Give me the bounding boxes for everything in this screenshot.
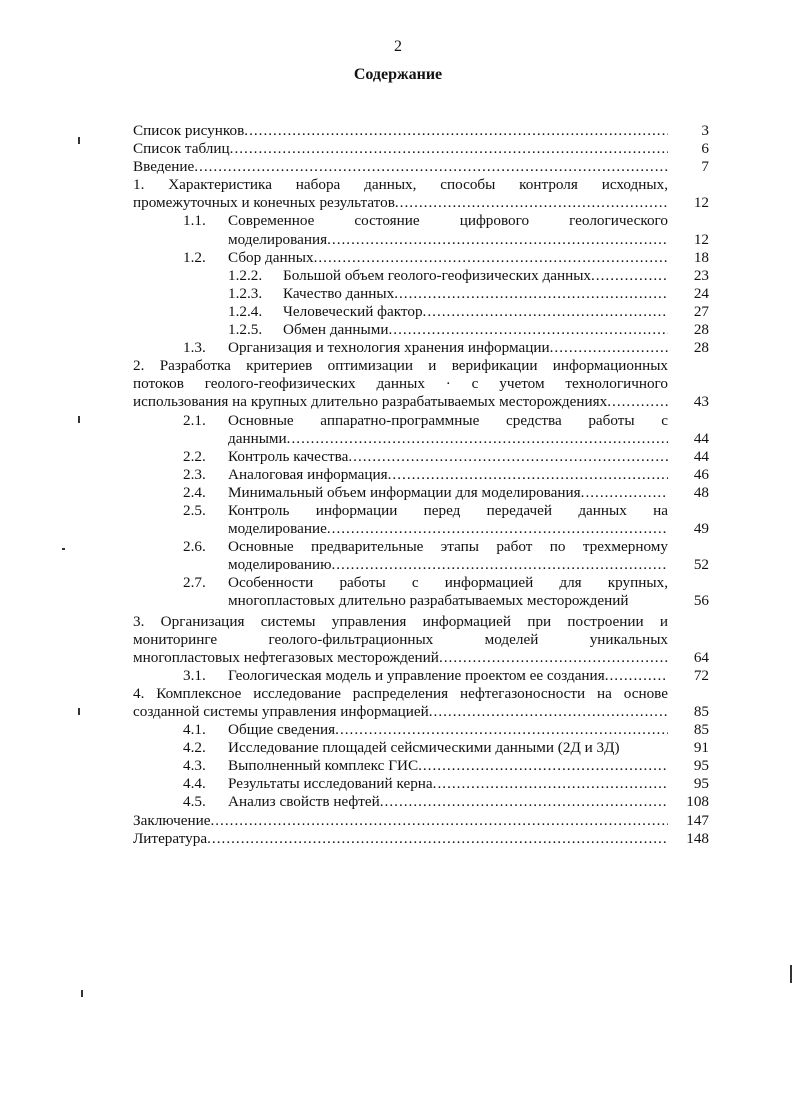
toc-entry (133, 122, 711, 140)
toc-entry-title-line: Минимальный объем информации для моделирования (228, 483, 581, 501)
dot-leader (581, 484, 668, 502)
toc-entry-title-line: моделированию (228, 556, 332, 574)
toc-entry-number: 3.1. (183, 666, 206, 684)
toc-entry-title-line: 1. Характеристика набора данных, способы контроля исходных, (133, 176, 668, 194)
toc-entry-title-line: созданной системы управления информацией (133, 703, 429, 720)
toc-entry (133, 775, 711, 793)
toc-entry (133, 158, 711, 176)
toc-entry (133, 484, 711, 502)
toc-entry-page: 91 (693, 739, 709, 757)
toc-entry-page: 64 (693, 648, 709, 666)
toc-entry-title-line: моделирования (228, 230, 328, 248)
toc-entry-page: 72 (693, 666, 709, 684)
toc-entry-title-line: Аналоговая информация (228, 465, 388, 483)
toc-entry-title-line: Список таблиц (133, 140, 230, 158)
toc-entry-title-line: Основные предварительные этапы работ по трехмерному (228, 538, 668, 556)
toc-entry-number: 2.6. (183, 538, 206, 556)
toc-entry-number: 4.3. (183, 757, 206, 775)
table-of-contents (133, 122, 711, 848)
toc-entry-title-line: 4. Комплексное исследование распределения нефтегазоносности на основе (133, 684, 668, 702)
toc-entry-page: 7 (701, 158, 709, 176)
scan-speck (62, 548, 65, 550)
dot-leader (327, 520, 668, 538)
toc-entry (133, 667, 711, 685)
toc-entry-number: 1.2.2. (228, 266, 263, 284)
dot-leader (591, 267, 668, 285)
toc-entry (133, 685, 711, 721)
dot-leader (607, 393, 668, 411)
toc-entry-number: 1.1. (183, 212, 206, 230)
toc-entry-page: 12 (693, 230, 709, 248)
toc-entry (133, 502, 711, 538)
toc-entry (133, 339, 711, 357)
page-title: Содержание (353, 66, 443, 83)
dot-leader (395, 194, 668, 212)
toc-entry-title-line: 3. Организация системы управления информацией при построении и (133, 612, 668, 630)
toc-entry-title-line: Геологическая модель и управление проектом ее создания (228, 666, 605, 684)
toc-entry-page: 48 (693, 483, 709, 501)
scan-speck (78, 137, 80, 144)
toc-entry-title-line: многопластовых нефтегазовых месторождений (133, 648, 439, 666)
toc-entry-title-line: Исследование площадей сейсмическими данными (2Д и 3Д) (228, 739, 620, 757)
toc-entry (133, 793, 711, 811)
toc-entry (133, 212, 711, 248)
toc-entry (133, 538, 711, 574)
toc-entry-number: 2.5. (183, 501, 206, 519)
toc-entry-number: 1.2.3. (228, 284, 263, 302)
toc-entry-page: 49 (693, 520, 709, 538)
dot-leader (380, 793, 668, 811)
toc-entry (133, 613, 711, 667)
toc-entry-title-line: Современное состояние цифрового геологического (228, 212, 668, 230)
toc-entry-number: 2.1. (183, 411, 206, 429)
toc-entry-page: 95 (693, 775, 709, 793)
dot-leader (327, 231, 668, 249)
toc-entry-number: 4.4. (183, 775, 206, 793)
toc-entry-number: 2.3. (183, 465, 206, 483)
dot-leader (389, 321, 669, 339)
toc-entry (133, 140, 711, 158)
toc-entry-page: 85 (693, 703, 709, 720)
toc-entry-page: 52 (693, 556, 709, 574)
toc-entry-page: 148 (686, 829, 709, 847)
dot-leader (207, 830, 668, 848)
toc-entry-number: 1.2.5. (228, 321, 263, 339)
toc-entry-title-line: использования на крупных длительно разрабатываемых месторождениях (133, 393, 608, 411)
toc-entry-title-line: многопластовых длительно разрабатываемых месторождений (228, 592, 629, 610)
toc-entry-title-line: Человеческий фактор (283, 302, 423, 320)
dot-leader (230, 140, 668, 158)
toc-entry-title-line: Введение (133, 158, 195, 176)
toc-entry-title-line: Обмен данными (283, 321, 389, 339)
toc-entry-number: 2.7. (183, 574, 206, 592)
toc-entry-page: 28 (693, 339, 709, 357)
toc-entry-page: 6 (701, 140, 709, 158)
dot-leader (550, 339, 668, 357)
toc-entry-number: 4.2. (183, 739, 206, 757)
dot-leader (335, 721, 668, 739)
scan-speck (81, 990, 83, 997)
toc-entry-title-line: Выполненный комплекс ГИС (228, 757, 419, 775)
toc-entry-title-line: Заключение (133, 811, 211, 829)
toc-entry (133, 321, 711, 339)
toc-entry-page: 23 (693, 266, 709, 284)
toc-entry-title-line: Основные аппаратно-программные средства работы с (228, 411, 668, 429)
toc-entry (133, 448, 711, 466)
toc-entry-title-line: Сбор данных (228, 248, 314, 266)
toc-entry-page: 147 (686, 811, 709, 829)
toc-entry-page: 56 (693, 592, 709, 610)
dot-leader (287, 430, 668, 448)
toc-entry-title-line: Результаты исследований керна (228, 775, 433, 793)
toc-entry-title-line: Анализ свойств нефтей (228, 793, 380, 811)
toc-entry (133, 267, 711, 285)
toc-entry-page: 46 (693, 465, 709, 483)
dot-leader (433, 775, 668, 793)
toc-entry-title-line: Список рисунков (133, 122, 245, 139)
toc-entry-title-line: Контроль информации перед передачей данных на (228, 501, 668, 519)
toc-entry-page: 12 (693, 194, 709, 212)
dot-leader (210, 812, 668, 830)
toc-entry-page: 28 (693, 321, 709, 339)
toc-entry-page: 27 (693, 302, 709, 320)
toc-entry-number: 1.2. (183, 248, 206, 266)
toc-entry-page: 43 (693, 393, 709, 411)
toc-entry-title-line: Организация и технология хранения информации (228, 339, 550, 357)
toc-entry-page: 24 (693, 284, 709, 302)
dot-leader (244, 122, 668, 140)
toc-entry-page: 85 (693, 721, 709, 739)
toc-entry-title-line: Общие сведения (228, 721, 336, 739)
toc-entry (133, 739, 711, 757)
dot-leader (423, 303, 668, 321)
toc-entry-number: 2.4. (183, 483, 206, 501)
toc-entry-page: 3 (701, 122, 709, 139)
toc-entry-number: 4.1. (183, 721, 206, 739)
toc-entry-title-line: моделирование (228, 520, 327, 538)
toc-entry (133, 412, 711, 448)
dot-leader (348, 448, 668, 466)
toc-entry-page: 44 (693, 447, 709, 465)
toc-entry (133, 757, 711, 775)
toc-entry (133, 830, 711, 848)
scan-speck (78, 416, 80, 423)
toc-entry-title-line: Литература (133, 829, 208, 847)
toc-entry-number: 1.3. (183, 339, 206, 357)
toc-entry (133, 466, 711, 484)
toc-entry (133, 812, 711, 830)
dot-leader (194, 158, 668, 176)
toc-entry-page: 108 (686, 793, 709, 811)
dot-leader (314, 249, 668, 267)
toc-entry (133, 176, 711, 212)
dot-leader (439, 649, 668, 667)
scan-speck (78, 708, 80, 715)
dot-leader (418, 757, 668, 775)
toc-entry-title-line: данными (228, 429, 287, 447)
toc-entry (133, 249, 711, 267)
scan-speck (790, 965, 792, 983)
toc-entry-number: 4.5. (183, 793, 206, 811)
toc-entry-title-line: Контроль качества (228, 447, 349, 465)
toc-entry-title-line: потоков геолого-геофизических данных · с учетом технологичного (133, 375, 668, 393)
toc-entry-title-line: промежуточных и конечных результатов (133, 194, 395, 212)
toc-entry (133, 357, 711, 411)
toc-entry-title-line: Особенности работы с информацией для крупных, (228, 574, 668, 592)
dot-leader (331, 556, 668, 574)
toc-entry (133, 721, 711, 739)
toc-entry-page: 18 (693, 248, 709, 266)
toc-entry-title-line: Большой объем геолого-геофизических данных (283, 266, 591, 284)
page-number: 2 (394, 38, 402, 55)
toc-entry-number: 2.2. (183, 447, 206, 465)
toc-entry-number: 1.2.4. (228, 302, 263, 320)
dot-leader (394, 285, 668, 303)
dot-leader (429, 703, 668, 721)
toc-entry (133, 285, 711, 303)
toc-entry-title-line: 2. Разработка критериев оптимизации и верификации информационных (133, 357, 668, 375)
toc-entry (133, 574, 711, 610)
toc-entry-page: 44 (693, 429, 709, 447)
toc-entry-title-line: Качество данных (283, 284, 395, 302)
dot-leader (605, 667, 668, 685)
toc-entry (133, 303, 711, 321)
toc-entry-page: 95 (693, 757, 709, 775)
dot-leader (388, 466, 668, 484)
toc-entry-title-line: мониторинге геолого-фильтрационных моделей уникальных (133, 630, 668, 648)
